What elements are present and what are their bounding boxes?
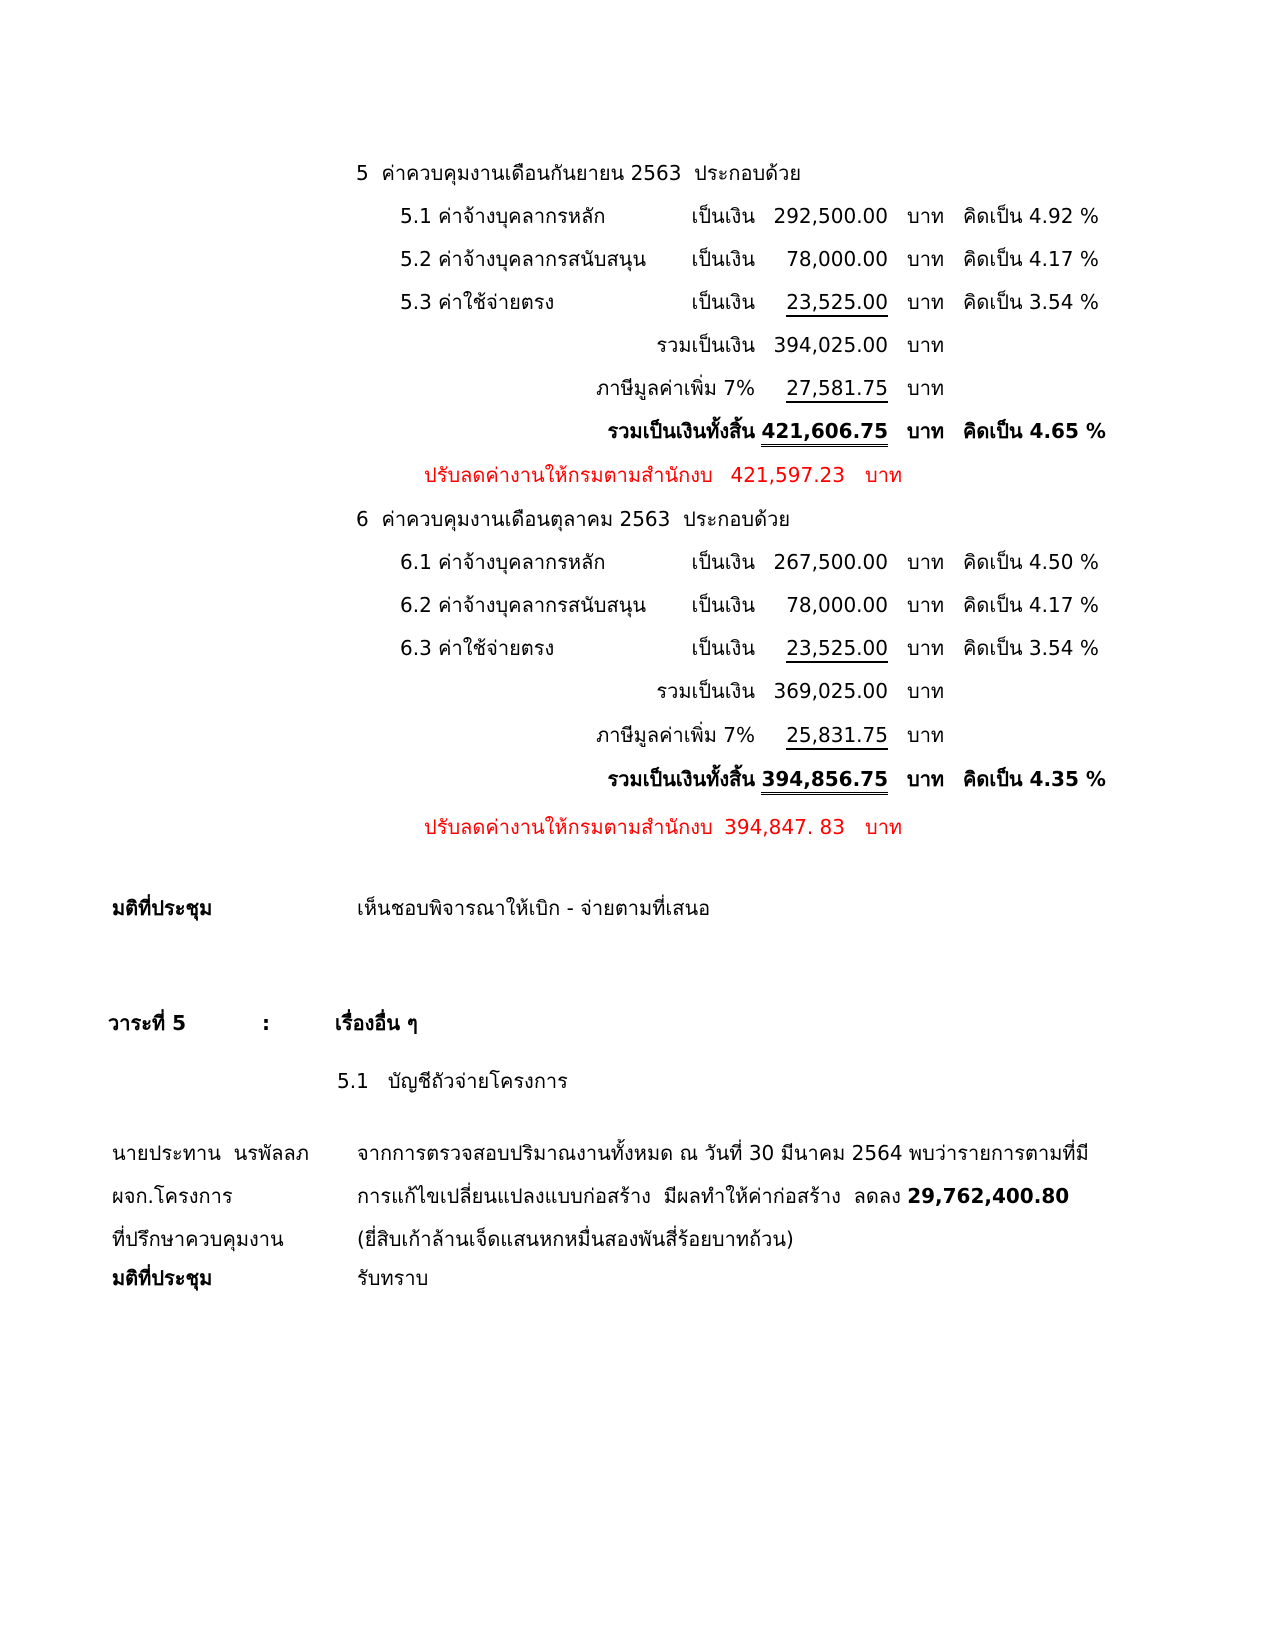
item-unit: บาท [907,247,945,271]
subtotal-unit: บาท [907,333,945,357]
resolution-label: มติที่ประชุม [112,896,213,920]
budget-adjust-label: ปรับลดค่างานให้กรมตามสำนักงบ [424,463,713,487]
item-label: 5.1 ค่าจ้างบุคลากรหลัก [400,204,606,228]
item-mid-label: เป็นเงิน [691,550,755,574]
item-amount [740,633,888,663]
subtotal-amount [740,330,888,360]
vat-row [0,720,1275,752]
section6-header: 6 ค่าควบคุมงานเดือนตุลาคม 2563 ประกอบด้วย [356,507,791,531]
budget-adjust-label: ปรับลดค่างานให้กรมตามสำนักงบ [424,815,713,839]
item-percent: คิดเป็น 3.54 % [963,290,1099,314]
item-amount [740,201,888,231]
grand-total-unit: บาท [907,767,945,791]
fin-item-row [0,287,1275,319]
item-amount [740,547,888,577]
grand-total-row [0,416,1275,448]
budget-adjust-row [0,812,1275,844]
item-label: 5.3 ค่าใช้จ่ายตรง [400,290,555,314]
vat-unit: บาท [907,723,945,747]
budget-adjust-row [0,460,1275,492]
discussion-text: (ยี่สิบเก้าล้านเจ็ดแสนหกหมื่นสองพันสี่ร้อยบาทถ้วน) [357,1227,794,1251]
discussion-text: จากการตรวจสอบปริมาณงานทั้งหมด ณ วันที่ 30 มีนาคม 2564 พบว่ารายการตามที่มี [357,1141,1089,1165]
speaker-role: ที่ปรึกษาควบคุมงาน [112,1227,284,1251]
grand-total-label: รวมเป็นเงินทั้งสิ้น [607,767,755,791]
amount-text-double-underlined: 394,856.75 [761,767,888,795]
amount-text-underlined: 25,831.75 [786,723,888,750]
item-percent: คิดเป็น 4.17 % [963,247,1099,271]
fin-item-row [0,244,1275,276]
grand-total-label: รวมเป็นเงินทั้งสิ้น [607,419,755,443]
vat-label: ภาษีมูลค่าเพิ่ม 7% [596,723,755,747]
budget-adjust-unit: บาท [865,463,903,487]
grand-total-unit: บาท [907,419,945,443]
agenda-colon: : [262,1011,270,1035]
fin-item-row [0,590,1275,622]
amount-text: 421,597.23 [730,463,845,487]
item-percent: คิดเป็น 4.92 % [963,204,1099,228]
section5-header: 5 ค่าควบคุมงานเดือนกันยายน 2563 ประกอบด้วย [356,161,802,185]
amount-text-underlined: 23,525.00 [786,290,888,317]
grand-total-percent: คิดเป็น 4.35 % [963,767,1106,791]
amount-text: 292,500.00 [773,204,888,228]
discussion-text [357,1181,1069,1211]
grand-total-amount [740,764,888,795]
agenda-row [0,1008,1275,1040]
agenda-title: เรื่องอื่น ๆ [335,1011,418,1035]
amount-text-double-underlined: 421,606.75 [761,419,888,447]
subtotal-row [0,330,1275,362]
grand-total-row [0,764,1275,796]
section5-header-row [0,158,1275,190]
item-mid-label: เป็นเงิน [691,247,755,271]
amount-text-underlined: 23,525.00 [786,636,888,663]
amount-text: 394,025.00 [773,333,888,357]
discussion-row [0,1138,1275,1170]
item-label: 6.3 ค่าใช้จ่ายตรง [400,636,555,660]
subtotal-amount [740,676,888,706]
agenda-label: วาระที่ 5 [108,1011,187,1035]
vat-amount [740,720,888,750]
grand-total-amount [740,416,888,447]
grand-total-percent: คิดเป็น 4.65 % [963,419,1106,443]
resolution-row [0,1263,1275,1295]
item-label: 5.2 ค่าจ้างบุคลากรสนับสนุน [400,247,647,271]
item-unit: บาท [907,204,945,228]
agenda-subitem-row [0,1066,1275,1098]
budget-adjust-amount [700,812,845,842]
speaker-role: ผจก.โครงการ [112,1184,233,1208]
item-mid-label: เป็นเงิน [691,636,755,660]
item-mid-label: เป็นเงิน [691,593,755,617]
fin-item-row [0,633,1275,665]
subtotal-label: รวมเป็นเงิน [656,679,755,703]
discussion-row [0,1224,1275,1256]
reduced-cost-amount: 29,762,400.80 [907,1184,1070,1208]
item-amount [740,590,888,620]
resolution-text: รับทราบ [357,1266,429,1290]
item-percent: คิดเป็น 4.50 % [963,550,1099,574]
amount-text: 78,000.00 [786,593,888,617]
amount-text: 369,025.00 [773,679,888,703]
fin-item-row [0,547,1275,579]
budget-adjust-unit: บาท [865,815,903,839]
amount-text-underlined: 27,581.75 [786,376,888,403]
speaker-name: นายประทาน นรพัลลภ [112,1141,309,1165]
section6-header-row [0,504,1275,536]
item-amount [740,287,888,317]
item-percent: คิดเป็น 4.17 % [963,593,1099,617]
item-unit: บาท [907,290,945,314]
vat-label: ภาษีมูลค่าเพิ่ม 7% [596,376,755,400]
item-mid-label: เป็นเงิน [691,204,755,228]
vat-unit: บาท [907,376,945,400]
item-unit: บาท [907,550,945,574]
subtotal-unit: บาท [907,679,945,703]
discussion-text-normal: การแก้ไขเปลี่ยนแปลงแบบก่อสร้าง มีผลทำให้ค่าก่อสร้าง ลดลง [357,1184,908,1208]
amount-text: 394,847. 83 [724,815,845,839]
resolution-label: มติที่ประชุม [112,1266,213,1290]
item-amount [740,244,888,274]
item-percent: คิดเป็น 3.54 % [963,636,1099,660]
vat-row [0,373,1275,405]
amount-text: 267,500.00 [773,550,888,574]
item-label: 6.2 ค่าจ้างบุคลากรสนับสนุน [400,593,647,617]
subtotal-label: รวมเป็นเงิน [656,333,755,357]
item-unit: บาท [907,593,945,617]
resolution-row [0,893,1275,925]
item-label: 6.1 ค่าจ้างบุคลากรหลัก [400,550,606,574]
fin-item-row [0,201,1275,233]
subtotal-row [0,676,1275,708]
vat-amount [740,373,888,403]
budget-adjust-amount [700,460,845,490]
item-unit: บาท [907,636,945,660]
agenda-subitem: 5.1 บัญชีถัวจ่ายโครงการ [337,1069,568,1093]
resolution-text: เห็นชอบพิจารณาให้เบิก - จ่ายตามที่เสนอ [357,896,711,920]
discussion-row [0,1181,1275,1213]
amount-text: 78,000.00 [786,247,888,271]
item-mid-label: เป็นเงิน [691,290,755,314]
